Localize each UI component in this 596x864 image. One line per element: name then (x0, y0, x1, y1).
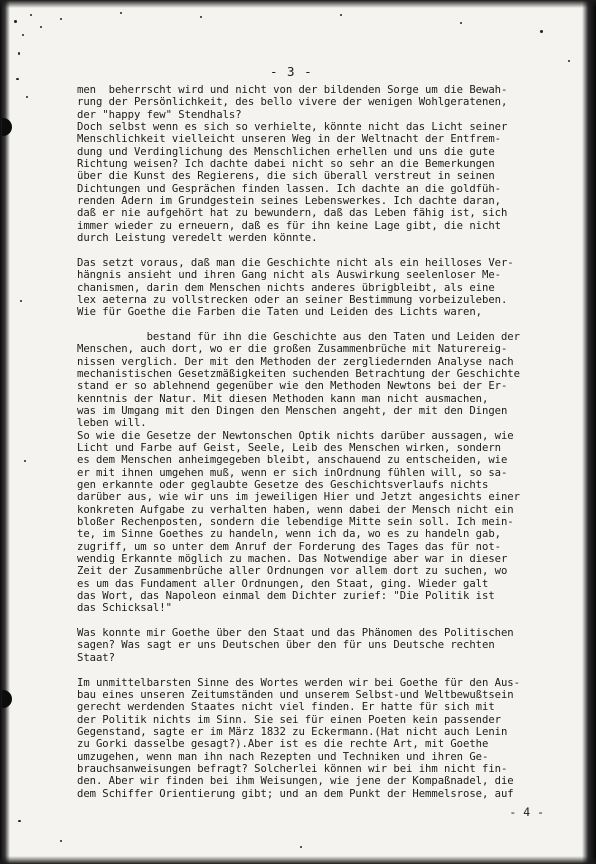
scan-speckle (22, 34, 24, 36)
text-line: men beherrscht wird und nicht von der bildenden Sorge um die Bewah- (77, 84, 508, 96)
text-line: immer wieder zu erneuern, daß es für ihn keine Lage gibt, die nicht (77, 219, 501, 232)
text-line: Staat? (77, 651, 115, 664)
scan-speckle (340, 14, 342, 16)
text-line: über die Kunst des Regierens, die sich überall verstreut in seinen (77, 170, 495, 183)
paragraph (77, 84, 572, 244)
text-line: dem Schiffer Orientierung gibt; und an dem Punkt der Hemmelsrose, auf (77, 787, 514, 800)
text-line: Dichtungen und Gesprächen finden lassen. Ich dachte an die goldfüh- (77, 182, 501, 195)
scan-speckle (460, 22, 462, 24)
text-line: te, im Sinne Goethes zu handeln, wenn ich da, wo es zu handeln gab, (77, 528, 501, 541)
text-line: sagen? Was sagt er uns Deutschen über den für uns Deutsche rechten (77, 639, 495, 652)
text-line: der Politik nichts im Sinn. Sie sei für einen Poeten kein passender (77, 713, 501, 726)
text-line: zugriff, um so unter dem Anruf der Forderung des Tages das für not- (77, 540, 501, 553)
text-line: Menschen, auch dort, wo er die großen Zusammenbrüche mit Naturereig- (77, 343, 508, 356)
scan-speckle (14, 20, 17, 23)
paragraph (77, 677, 572, 800)
text-line: der "happy few" Stendhals? (77, 108, 242, 121)
text-line: bestand für ihn die Geschichte aus den Taten und Leiden der (77, 330, 520, 343)
scan-speckle (120, 12, 122, 14)
text-line: das Wort, das Napoleon einmal dem Dichter zurief: "Die Politik ist (77, 590, 495, 603)
text-line: nissen verglich. Der mit den Methoden der zergliedernden Analyse nach (77, 355, 514, 368)
next-page-marker: - 4 - (509, 805, 544, 819)
text-line: dung und Verdinglichung des Menschlichen erhellen und uns die gute (77, 145, 495, 158)
text-line: Was konnte mir Goethe über den Staat und das Phänomen des Politischen (77, 627, 514, 640)
text-line: es um das Fundament aller Ordnungen, den Staat, ging. Wieder galt (77, 577, 489, 590)
scan-speckle (24, 460, 26, 462)
paragraph (77, 331, 572, 615)
scan-speckle (568, 60, 570, 62)
text-line: So wie die Gesetze der Newtonschen Optik nichts darüber aussagen, wie (77, 429, 514, 442)
text-line: leben will. (77, 417, 147, 430)
paragraph (77, 257, 572, 319)
punch-hole (2, 118, 12, 136)
text-line: hängnis ansieht und ihren Gang nicht als Auswirkung seelenloser Me- (77, 269, 501, 282)
paragraph-gap (77, 664, 572, 676)
text-line: Wie für Goethe die Farben die Taten und Leiden des Lichts waren, (77, 306, 482, 319)
text-line: zu Gorki dasselbe gesagt?).Aber ist es die rechte Art, mit Goethe (77, 738, 489, 751)
text-line: wendig Erkannte möglich zu machen. Das Notwendige aber war in dieser (77, 553, 508, 566)
scan-speckle (200, 16, 202, 18)
text-line: umzugehen, wenn man ihn nach Rezepten und Techniken und ihren Ge- (77, 750, 489, 763)
scan-speckle (540, 30, 543, 33)
paragraph-gap (77, 319, 572, 331)
text-line: brauchsanweisungen befragt? Solcherlei können wir bei ihm nicht fin- (77, 762, 508, 775)
scan-speckle (60, 840, 62, 842)
text-line: Richtung weisen? Ich dachte dabei nicht so sehr an die Bemerkungen (77, 158, 495, 171)
paragraph-gap (77, 615, 572, 627)
scan-speckle (300, 846, 302, 848)
scan-speckle (26, 96, 28, 98)
paragraph-gap (77, 244, 572, 256)
punch-hole (2, 690, 12, 708)
text-line: das Schicksal!" (77, 602, 172, 615)
text-line: Menschlichkeit vielleicht unseren Weg in der Weltnacht der Entfrem- (77, 133, 501, 146)
text-line: bau eines unseren Zeitumständen und unserem Selbst-und Weltbewußtsein (77, 688, 514, 701)
scan-edge-top (0, 0, 596, 8)
text-line: renden Adern im Grundgestein seines Lebenswerkes. Ich dachte daran, (77, 195, 501, 208)
scan-edge-bottom (0, 856, 596, 864)
text-line: gen erkannte oder geglaubte Gesetze des Geschichtsverlaufs nichts (77, 479, 489, 491)
text-line: Gegenstand, sagte er im März 1832 zu Eckermann.(Hat nicht auch Lenin (77, 725, 508, 738)
text-line: chanismen, darin dem Menschen nichts anderes übrigbleibt, als eine (77, 281, 495, 294)
scan-speckle (18, 820, 21, 822)
text-line: Das setzt voraus, daß man die Geschichte nicht als ein heilloses Ver- (77, 256, 514, 269)
scan-speckle (18, 52, 20, 55)
text-line: kenntnis der Natur. Mit diesen Methoden kann man nicht ausmachen, (77, 392, 489, 405)
text-line: rung der Persönlichkeit, des bello vivere der wenigen Wohlgeratenen, (77, 96, 508, 109)
text-line: gerecht werdenden Staates nicht viel finden. Er hatte für sich mit (77, 701, 495, 714)
text-line: es dem Menschen anheimgegeben bleibt, anschauend zu entscheiden, wie (77, 454, 508, 467)
text-line: Im unmittelbarsten Sinne des Wortes werden wir bei Goethe für den Aus- (77, 676, 520, 689)
paragraph (77, 627, 572, 664)
page-number: - 3 - (270, 64, 313, 79)
scan-speckle (30, 14, 32, 16)
text-line: lex aeterna zu vollstrecken oder an seiner Bestimmung vorbeizuleben. (77, 293, 508, 306)
text-line: darüber aus, wie wir uns im jeweiligen Hier und Jetzt angesichts einer (77, 491, 520, 504)
scan-edge-right (582, 0, 596, 864)
text-line: durch Leistung veredelt werden könnte. (77, 232, 318, 245)
text-line: stand er so ablehnend gegenüber wie den Methoden Newtons bei der Er- (77, 380, 508, 393)
text-line: was im Umgang mit den Dingen den Menschen angeht, der mit den Dingen (77, 404, 508, 417)
text-line: Licht und Farbe auf Geist, Seele, Leib des Menschen wirken, sondern (77, 441, 501, 454)
text-line: Zeit der Zusammenbrüche aller Ordnungen vor allem dort zu suchen, wo (77, 565, 508, 578)
text-line: mechanistischen Gesetzmäßigkeiten suchenden Betrachtung der Geschichte (77, 367, 520, 380)
text-line: konkreten Aufgabe zu verhalten haben, wenn dabei der Mensch nicht ein (77, 503, 514, 516)
text-line: bloßer Rechenposten, sondern die lebendige Mitte sein soll. Ich mein- (77, 516, 514, 529)
text-line: daß er nie aufgehört hat zu bewundern, daß das Leben fähig ist, sich (77, 207, 508, 220)
document-body (77, 84, 572, 800)
scan-speckle (16, 78, 19, 80)
text-line: Doch selbst wenn es sich so verhielte, könnte nicht das Licht seiner (77, 121, 508, 134)
scan-speckle (40, 26, 42, 28)
scan-speckle (20, 300, 22, 302)
scan-speckle (60, 18, 62, 20)
text-line: den. Aber wir finden bei ihm Weisungen, wie jene der Kompaßnadel, die (77, 775, 514, 788)
text-line: er mit ihnen umgehen muß, wenn er sich inOrdnung fühlen will, so sa- (77, 466, 508, 479)
